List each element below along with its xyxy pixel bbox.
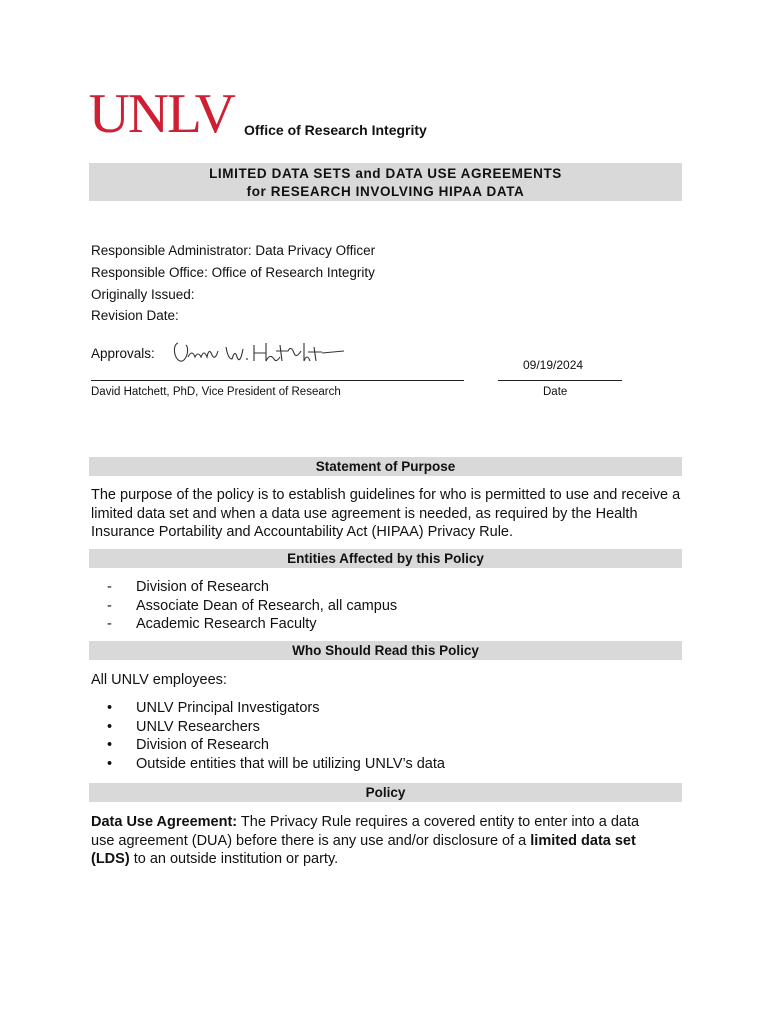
responsible-administrator: Responsible Administrator: Data Privacy Officer — [91, 243, 376, 258]
revision-date: Revision Date: — [91, 308, 179, 323]
approvals-label: Approvals: — [91, 346, 155, 361]
policy-heading: Policy — [89, 783, 682, 802]
policy-text: Data Use Agreement: The Privacy Rule requires a covered entity to enter into a data use agreement (DUA) before there is any use and/or disclosure of a limited data set (LDS) to an outside institution or party. — [91, 814, 640, 867]
list-item: - Division of Research — [107, 579, 269, 595]
date-label: Date — [543, 386, 568, 398]
signer-name: David Hatchett, PhD, Vice President of Research — [91, 386, 341, 398]
list-item: - Associate Dean of Research, all campus — [107, 597, 398, 614]
responsible-office: Responsible Office: Office of Research Integrity — [91, 265, 375, 280]
dua-term: Data Use Agreement: — [91, 814, 238, 830]
list-item: • UNLV Principal Investigators — [107, 700, 320, 716]
list-item: • Outside entities that will be utilizing UNLV’s data — [107, 755, 445, 772]
purpose-heading: Statement of Purpose — [89, 457, 682, 476]
who-heading: Who Should Read this Policy — [89, 641, 682, 660]
entities-heading: Entities Affected by this Policy — [89, 549, 682, 568]
who-list — [107, 699, 445, 773]
title-line-2: for RESEARCH INVOLVING HIPAA DATA — [246, 184, 525, 199]
list-item: - Academic Research Faculty — [107, 616, 317, 632]
entities-list — [107, 578, 397, 634]
date-line — [498, 380, 622, 381]
who-intro: All UNLV employees: — [91, 672, 227, 688]
signature-line — [91, 380, 464, 381]
lds-term: limited data set (LDS) — [91, 832, 636, 867]
signature-image — [168, 335, 348, 375]
unlv-logo: UNLV — [88, 83, 234, 145]
approval-date: 09/19/2024 — [523, 358, 584, 372]
office-name: Office of Research Integrity — [244, 122, 427, 138]
originally-issued: Originally Issued: — [91, 287, 195, 302]
document-title — [89, 163, 682, 201]
purpose-text: The purpose of the policy is to establish guidelines for who is permitted to use and receive a limited data set and when a data use agreement is needed, as required by the Health Insurance Portability and Accountability Act (HIPAA) Privacy Rule. — [91, 487, 681, 540]
title-line-1: LIMITED DATA SETS and DATA USE AGREEMENTS — [209, 166, 562, 181]
list-item: • Division of Research — [107, 737, 269, 753]
list-item: • UNLV Researchers — [107, 718, 260, 735]
